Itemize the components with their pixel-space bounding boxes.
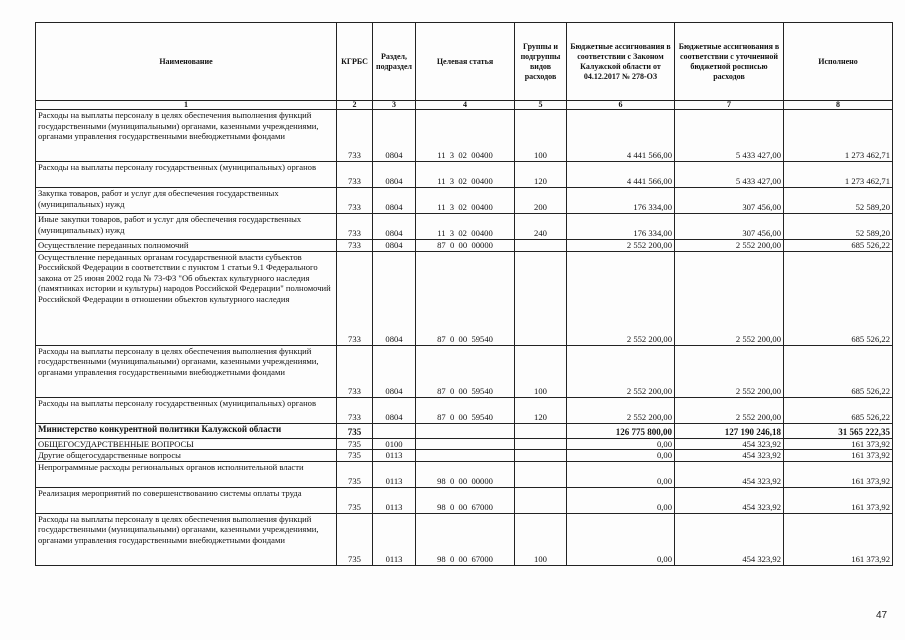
- header-groups: Группы и подгруппы видов расходов: [515, 23, 567, 101]
- row-section: 0804: [373, 110, 416, 162]
- row-alloc-law: 2 552 200,00: [567, 251, 675, 345]
- column-number: 5: [515, 101, 567, 110]
- column-number-row: [36, 101, 893, 110]
- header-executed: Исполнено: [784, 23, 893, 101]
- row-group: [515, 461, 567, 487]
- row-alloc-law: 4 441 566,00: [567, 162, 675, 188]
- row-alloc-law: 2 552 200,00: [567, 240, 675, 252]
- row-kgrbs: 733: [337, 162, 373, 188]
- row-target: 11 3 02 00400: [416, 214, 515, 240]
- row-target: [416, 423, 515, 438]
- table-body: [36, 110, 893, 566]
- row-kgrbs: 733: [337, 214, 373, 240]
- table-row: [36, 345, 893, 397]
- row-section: 0804: [373, 188, 416, 214]
- row-section: [373, 423, 416, 438]
- header-kgrbs: КГРБС: [337, 23, 373, 101]
- row-group: [515, 450, 567, 462]
- row-executed: 31 565 222,35: [784, 423, 893, 438]
- column-number: 7: [675, 101, 784, 110]
- row-target: [416, 438, 515, 450]
- row-group: [515, 251, 567, 345]
- header-name: Наименование: [36, 23, 337, 101]
- table-row: [36, 487, 893, 513]
- table-row: [36, 397, 893, 423]
- row-executed: 685 526,22: [784, 240, 893, 252]
- row-section: 0804: [373, 251, 416, 345]
- row-target: 87 0 00 59540: [416, 251, 515, 345]
- row-section: 0804: [373, 345, 416, 397]
- row-section: 0113: [373, 487, 416, 513]
- row-kgrbs: 733: [337, 397, 373, 423]
- row-alloc-law: 176 334,00: [567, 214, 675, 240]
- row-executed: 161 373,92: [784, 487, 893, 513]
- row-executed: 161 373,92: [784, 450, 893, 462]
- table-row: [36, 513, 893, 565]
- page-number: 47: [876, 610, 888, 621]
- row-name: Осуществление переданных полномочий: [36, 240, 337, 252]
- row-alloc-spec: 307 456,00: [675, 214, 784, 240]
- row-executed: 1 273 462,71: [784, 110, 893, 162]
- row-section: 0100: [373, 438, 416, 450]
- table-header-row: [36, 23, 893, 101]
- row-kgrbs: 735: [337, 450, 373, 462]
- row-alloc-spec: 2 552 200,00: [675, 345, 784, 397]
- row-target: 11 3 02 00400: [416, 162, 515, 188]
- row-alloc-spec: 5 433 427,00: [675, 110, 784, 162]
- column-number: 3: [373, 101, 416, 110]
- header-section: Раздел, подраздел: [373, 23, 416, 101]
- row-group: 100: [515, 345, 567, 397]
- row-alloc-law: 0,00: [567, 438, 675, 450]
- row-group: 240: [515, 214, 567, 240]
- row-group: 120: [515, 397, 567, 423]
- row-alloc-spec: 454 323,92: [675, 450, 784, 462]
- row-target: 87 0 00 00000: [416, 240, 515, 252]
- row-alloc-law: 0,00: [567, 487, 675, 513]
- row-group: 100: [515, 110, 567, 162]
- row-kgrbs: 733: [337, 345, 373, 397]
- row-kgrbs: 735: [337, 461, 373, 487]
- row-alloc-spec: 454 323,92: [675, 461, 784, 487]
- table-row: [36, 240, 893, 252]
- row-section: 0113: [373, 450, 416, 462]
- row-name: Осуществление переданных органам государственной власти субъектов Российской Федерации в соответствии с пунктом 1 статьи 9.1 Федерального закона от 25 июня 2002 года № 73-ФЗ "Об объектах культурного наследия (памятниках истории и культуры) народов Российской Федерации" полномочий Российской Федерации в отношении объектов культурного наследия: [36, 251, 337, 345]
- column-number: 6: [567, 101, 675, 110]
- table-row: [36, 423, 893, 438]
- row-alloc-law: 176 334,00: [567, 188, 675, 214]
- row-name: ОБЩЕГОСУДАРСТВЕННЫЕ ВОПРОСЫ: [36, 438, 337, 450]
- row-name: Непрограммные расходы региональных органов исполнительной власти: [36, 461, 337, 487]
- row-alloc-law: 2 552 200,00: [567, 397, 675, 423]
- row-alloc-law: 0,00: [567, 450, 675, 462]
- row-name: Расходы на выплаты персоналу государственных (муниципальных) органов: [36, 397, 337, 423]
- row-name: Расходы на выплаты персоналу государственных (муниципальных) органов: [36, 162, 337, 188]
- row-alloc-law: 2 552 200,00: [567, 345, 675, 397]
- table-row: [36, 461, 893, 487]
- row-group: 120: [515, 162, 567, 188]
- row-name: Закупка товаров, работ и услуг для обеспечения государственных (муниципальных) нужд: [36, 188, 337, 214]
- row-alloc-spec: 2 552 200,00: [675, 251, 784, 345]
- row-executed: 161 373,92: [784, 438, 893, 450]
- row-kgrbs: 733: [337, 251, 373, 345]
- row-alloc-spec: 454 323,92: [675, 513, 784, 565]
- row-executed: 685 526,22: [784, 345, 893, 397]
- row-name: Иные закупки товаров, работ и услуг для обеспечения государственных (муниципальных) нужд: [36, 214, 337, 240]
- row-alloc-law: 0,00: [567, 461, 675, 487]
- row-target: 87 0 00 59540: [416, 345, 515, 397]
- header-target: Целевая статья: [416, 23, 515, 101]
- row-name: Расходы на выплаты персоналу в целях обеспечения выполнения функций государственными (муниципальными) органами, казенными учреждениями, органами управления государственными внебюджетными фондами: [36, 110, 337, 162]
- row-kgrbs: 733: [337, 240, 373, 252]
- table-row: [36, 188, 893, 214]
- row-alloc-law: 0,00: [567, 513, 675, 565]
- row-executed: 161 373,92: [784, 513, 893, 565]
- row-target: 87 0 00 59540: [416, 397, 515, 423]
- row-kgrbs: 735: [337, 438, 373, 450]
- row-target: 98 0 00 00000: [416, 461, 515, 487]
- row-executed: 685 526,22: [784, 397, 893, 423]
- row-alloc-spec: 307 456,00: [675, 188, 784, 214]
- row-target: 98 0 00 67000: [416, 513, 515, 565]
- column-number: 8: [784, 101, 893, 110]
- row-section: 0804: [373, 162, 416, 188]
- row-alloc-spec: 454 323,92: [675, 487, 784, 513]
- row-alloc-spec: 2 552 200,00: [675, 240, 784, 252]
- budget-table: [35, 22, 893, 566]
- row-group: [515, 438, 567, 450]
- column-number: 2: [337, 101, 373, 110]
- row-executed: 52 589,20: [784, 214, 893, 240]
- row-executed: 161 373,92: [784, 461, 893, 487]
- row-target: 98 0 00 67000: [416, 487, 515, 513]
- table-row: [36, 162, 893, 188]
- row-section: 0804: [373, 397, 416, 423]
- row-kgrbs: 735: [337, 513, 373, 565]
- row-kgrbs: 735: [337, 423, 373, 438]
- row-group: [515, 240, 567, 252]
- row-group: [515, 487, 567, 513]
- table-row: [36, 450, 893, 462]
- row-alloc-law: 4 441 566,00: [567, 110, 675, 162]
- row-section: 0113: [373, 513, 416, 565]
- row-alloc-spec: 5 433 427,00: [675, 162, 784, 188]
- row-name: Другие общегосударственные вопросы: [36, 450, 337, 462]
- row-alloc-law: 126 775 800,00: [567, 423, 675, 438]
- row-section: 0113: [373, 461, 416, 487]
- row-name: Расходы на выплаты персоналу в целях обеспечения выполнения функций государственными (муниципальными) органами, казенными учреждениями, органами управления государственными внебюджетными фондами: [36, 513, 337, 565]
- row-name: Расходы на выплаты персоналу в целях обеспечения выполнения функций государственными (муниципальными) органами, казенными учреждениями, органами управления государственными внебюджетными фондами: [36, 345, 337, 397]
- row-name: Реализация мероприятий по совершенствованию системы оплаты труда: [36, 487, 337, 513]
- header-alloc-law: Бюджетные ассигнования в соответствии с Законом Калужской области от 04.12.2017 № 278-ОЗ: [567, 23, 675, 101]
- column-number: 4: [416, 101, 515, 110]
- row-section: 0804: [373, 214, 416, 240]
- table-row: [36, 110, 893, 162]
- row-alloc-spec: 454 323,92: [675, 438, 784, 450]
- row-kgrbs: 733: [337, 110, 373, 162]
- column-number: 1: [36, 101, 337, 110]
- row-executed: 685 526,22: [784, 251, 893, 345]
- row-alloc-spec: 2 552 200,00: [675, 397, 784, 423]
- row-kgrbs: 733: [337, 188, 373, 214]
- row-section: 0804: [373, 240, 416, 252]
- row-group: 100: [515, 513, 567, 565]
- row-group: [515, 423, 567, 438]
- row-executed: 1 273 462,71: [784, 162, 893, 188]
- row-group: 200: [515, 188, 567, 214]
- row-target: [416, 450, 515, 462]
- table-row: [36, 251, 893, 345]
- header-alloc-spec: Бюджетные ассигнования в соответствии с уточненной бюджетной росписью расходов: [675, 23, 784, 101]
- table-row: [36, 438, 893, 450]
- row-target: 11 3 02 00400: [416, 188, 515, 214]
- row-name: Министерство конкурентной политики Калужской области: [36, 423, 337, 438]
- row-executed: 52 589,20: [784, 188, 893, 214]
- row-kgrbs: 735: [337, 487, 373, 513]
- row-target: 11 3 02 00400: [416, 110, 515, 162]
- table-row: [36, 214, 893, 240]
- row-alloc-spec: 127 190 246,18: [675, 423, 784, 438]
